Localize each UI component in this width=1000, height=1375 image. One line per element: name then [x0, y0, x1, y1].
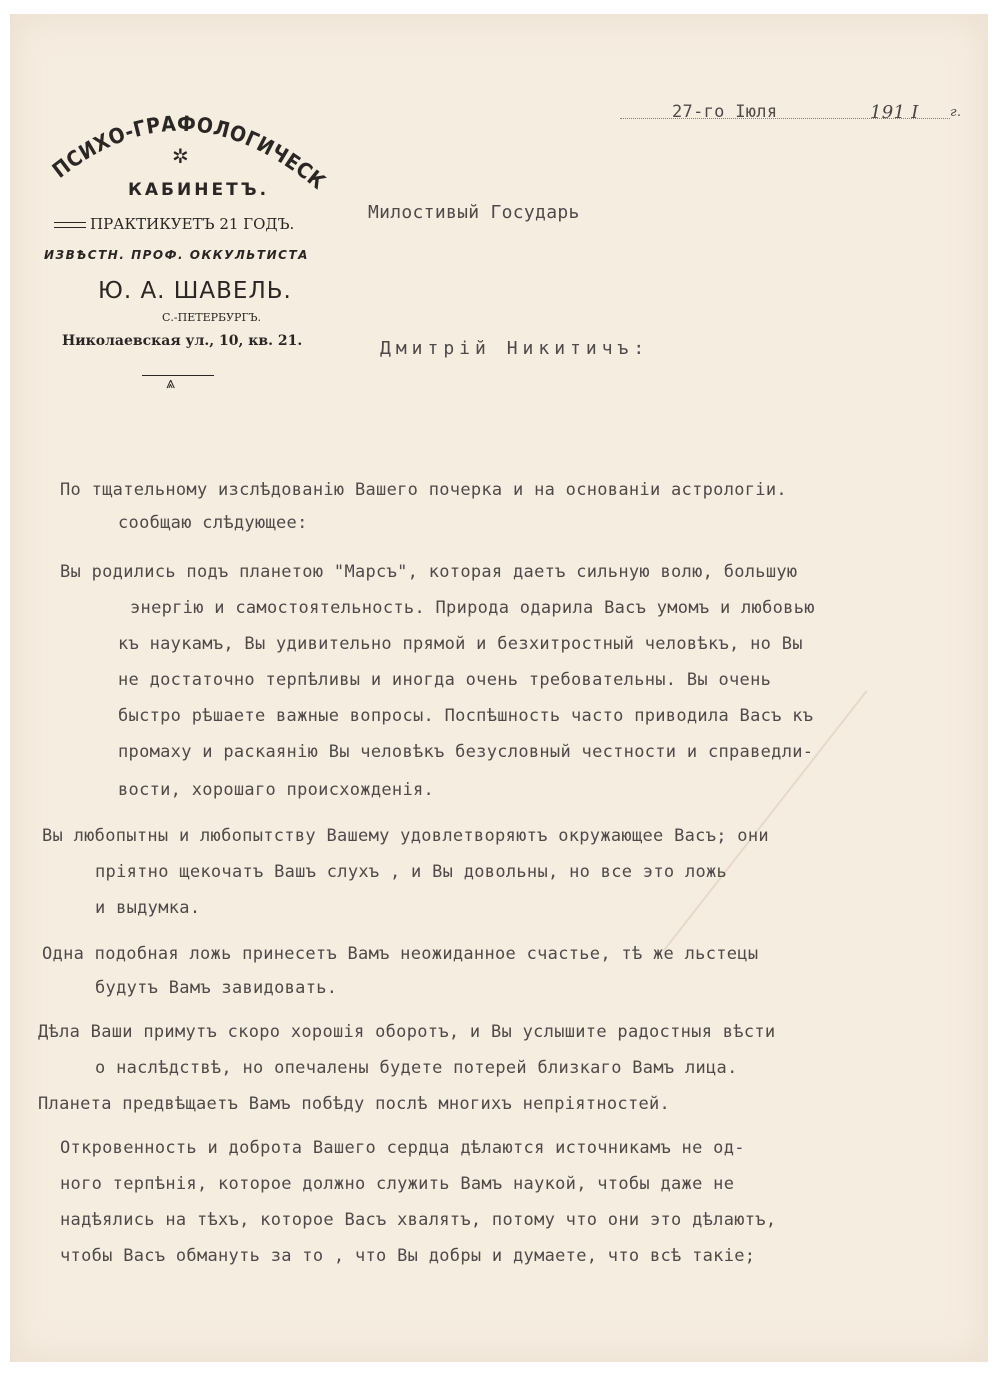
- body-line: Одна подобная ложь принесетъ Вамъ неожиданное счастье, тѣ же льстецы: [42, 944, 759, 964]
- star-icon: ✲: [172, 144, 189, 168]
- body-line: Вы любопытны и любопытству Вашему удовлетворяютъ окружающее Васъ; они: [42, 826, 769, 846]
- body-line: быстро рѣшаете важные вопросы. Поспѣшность часто приводила Васъ къ: [118, 706, 814, 726]
- body-line: сообщаю слѣдующее:: [118, 513, 308, 533]
- body-line: чтобы Васъ обмануть за то , что Вы добры и думаете, что всѣ такiе;: [60, 1246, 756, 1266]
- ornament-divider: [142, 375, 214, 376]
- letterhead-occultist: ИЗВѢСТН. ПРОФ. ОККУЛЬТИСТА: [44, 248, 309, 262]
- body-line: не достаточно терпѣливы и иногда очень требовательны. Вы очень: [118, 670, 772, 690]
- body-line: о наслѣдствѣ, но опечалены будете потерей близкаго Вамъ лица.: [95, 1058, 738, 1078]
- letterhead-practice-text: ПРАКТИКУЕТЪ 21 ГОДЪ.: [90, 215, 295, 233]
- letterhead-title-text: ПСИХО-ГРАФОЛОГИЧЕСК: [47, 111, 331, 192]
- letterhead-city: С.-ПЕТЕРБУРГЪ.: [162, 311, 261, 324]
- letter-year-suffix: г.: [950, 105, 962, 120]
- body-line: и выдумка.: [95, 898, 201, 918]
- body-line: вости, хорошаго происхожденiя.: [118, 780, 435, 800]
- body-line: Дѣла Ваши примутъ скоро хорошiя оборотъ, и Вы услышите радостныя вѣсти: [38, 1022, 776, 1042]
- ornament-icon: ⩓: [166, 373, 176, 392]
- salutation-line2: Дмитрiй Никитичъ:: [380, 338, 650, 359]
- letterhead-practice: [50, 215, 294, 233]
- letterhead-address: Николаевская ул., 10, кв. 21.: [62, 333, 303, 349]
- letterhead-title: [40, 92, 340, 192]
- body-line: промаху и раскаянiю Вы человѣкъ безусловный честности и справедли-: [118, 742, 814, 762]
- body-line: энергiю и самостоятельность. Природа одарила Васъ умомъ и любовью: [130, 598, 815, 618]
- body-line: прiятно щекочатъ Вашъ слухъ , и Вы довольны, но все это ложь: [95, 862, 728, 882]
- body-line: Откровенность и доброта Вашего сердца дѣлаются источникамъ не од-: [60, 1138, 745, 1158]
- body-line: будутъ Вамъ завидовать.: [95, 978, 338, 998]
- letterhead-name: Ю. А. ШАВЕЛЬ.: [98, 278, 292, 304]
- letter-date: 27-го Iюля: [672, 102, 778, 122]
- svg-text:1-й ПСИХО-ГРАФОЛОГИЧЕСКИЙ: [40, 92, 330, 192]
- body-line: Вы родились подъ планетою "Марсъ", которая даетъ сильную волю, большую: [60, 562, 798, 582]
- body-line: надѣялись на тѣхъ, которое Васъ хвалятъ, потому что они это дѣлаютъ,: [60, 1210, 777, 1230]
- body-line: ного терпѣнiя, которое должно служить Вамъ наукой, чтобы даже не: [60, 1174, 735, 1194]
- body-line: Планета предвѣщаетъ Вамъ побѣду послѣ многихъ непрiятностей.: [38, 1094, 671, 1114]
- body-line: къ наукамъ, Вы удивительно прямой и безхитростный человѣкъ, но Вы: [118, 634, 803, 654]
- body-line: По тщательному изслѣдованiю Вашего почерка и на основанiи астрологiи.: [60, 480, 787, 500]
- letterhead-cabinet: КАБИНЕТЪ.: [128, 180, 270, 200]
- salutation-line1: Милостивый Государь: [368, 202, 580, 223]
- letter-year: 191 I: [870, 102, 919, 123]
